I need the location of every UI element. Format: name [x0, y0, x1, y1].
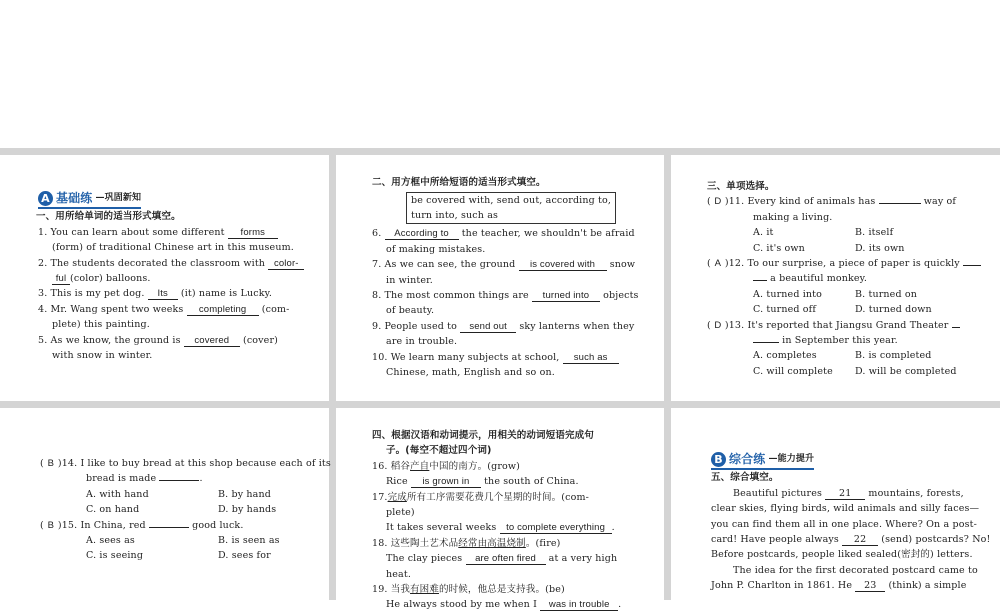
badge-letter: A — [38, 191, 53, 206]
passage-line: card! Have people always 22 (send) postcards? No! — [711, 534, 991, 546]
column-gap-1 — [329, 148, 336, 600]
answer-blank: send out — [460, 321, 516, 333]
answer-blank: such as — [563, 352, 619, 364]
question-8: 8. The most common things are turned into objects — [372, 290, 639, 302]
section-heading: 三、单项选择。 — [707, 181, 775, 192]
question-6: 6. According to the teacher, we shouldn't be afraid — [372, 228, 635, 240]
phrase-box: be covered with, send out, according to, turn into, such as — [406, 192, 616, 224]
question-16-zh: 16. 稻谷产自中国的南方。(grow) — [372, 460, 521, 472]
question-1: 1. You can learn about some different forms — [38, 225, 323, 240]
section-badge-b — [711, 452, 814, 470]
question-11: ( D )11. Every kind of animals has way of — [707, 196, 957, 208]
question-17: It takes several weeks to complete everything . — [386, 522, 615, 534]
answer-blank: ful — [52, 273, 70, 285]
passage-line: clear skies, flying birds, wild animals and silly faces— — [711, 503, 980, 515]
question-17-zh: 17.完成所有工序需要花费几个星期的时间。(com- — [372, 491, 589, 503]
column-gap-2 — [664, 148, 671, 600]
question-18: The clay pieces are often fired at a very high — [386, 553, 618, 565]
choice-answer: B — [47, 519, 55, 531]
answer-blank: is grown in — [411, 476, 481, 488]
question-7: 7. As we can see, the ground is covered with snow — [372, 259, 636, 271]
section-heading: 四、根据汉语和动词提示，用相关的动词短语完成句 — [372, 430, 594, 441]
answer-blank: Its — [148, 288, 178, 300]
section-heading: 二、用方框中所给短语的适当形式填空。 — [372, 177, 546, 188]
answer-blank: turned into — [532, 290, 600, 302]
section-heading: 一、用所给单词的适当形式填空。 — [36, 211, 181, 223]
section-badge-a — [38, 191, 141, 209]
answer-blank: color- — [268, 258, 304, 270]
answer-blank: is covered with — [519, 259, 607, 271]
answer-blank: forms — [228, 227, 278, 239]
passage-line: The idea for the first decorated postcard came to — [733, 564, 978, 576]
question-19: He always stood by me when I was in trouble . — [386, 599, 622, 611]
question-2: 2. The students decorated the classroom with color- — [38, 256, 323, 271]
answer-blank: completing — [187, 304, 259, 316]
question-4: 4. Mr. Wang spent two weeks completing (com- — [38, 303, 290, 315]
section-heading: 五、综合填空。 — [711, 472, 779, 484]
panel-phrase-completion: 四、根据汉语和动词提示，用相关的动词短语完成句 子。(每空不超过四个词) 16. 稻谷产自中国的南方。(grow) Rice is grown in the south of China. 17.完成所有工序需要花费几个星期的时间。(com- plete) It takes several weeks to complete everything . 18. 这些陶土艺术品经常由高温烧制。(fire) The clay pieces are often fired at a very high heat. 19. 当我有困难的时候，他总是支持我。(be) He always stood by me when I was in trouble . — [336, 408, 664, 600]
panel-basic-practice: A 基础练 —巩固新知 一、用所给单词的适当形式填空。 1. You can learn about some different forms (form) of traditional Chinese art in this museum. 2. The students decorated the classroom with color- ful (color) balloons. 3. This is my pet dog. Its (it) name is Lucky. 4. Mr. Wang spent two weeks completing (com- plete) this painting. 5. As we know, the ground is covered (cover) with snow in winter. — [0, 155, 329, 401]
badge-subtitle: —能力提升 — [768, 454, 815, 464]
passage-line: you can find them all in one place. Where? On a post- — [711, 518, 977, 530]
choice-answer: A — [714, 258, 722, 270]
question-12: ( A )12. To our surprise, a piece of paper is quickly — [707, 256, 997, 271]
passage-line: John P. Charlton in 1861. He 23 (think) a simple — [711, 580, 967, 592]
question-3: 3. This is my pet dog. Its (it) name is Lucky. — [38, 288, 273, 300]
question-9: 9. People used to send out sky lanterns when they — [372, 320, 635, 332]
answer-blank: According to — [385, 228, 459, 240]
panel-single-choice: 三、单项选择。 ( D )11. Every kind of animals has way of making a living. A. it B. itself C. it's own D. its own ( A )12. To our surprise, a piece of paper is quickly a beautiful monkey. A. turned into B. turned on C. turned off D. turned down ( D )13. It's reported that Jiangsu Grand Theater in September this year. A. completes B. is completed C. will complete D. will be completed — [671, 155, 1000, 401]
choice-answer: D — [714, 319, 722, 331]
passage-line: Before postcards, people liked sealed(密封的) letters. — [711, 549, 973, 561]
answer-blank: are often fired — [466, 553, 546, 565]
answer-blank: 23 — [855, 580, 885, 592]
question-16: Rice is grown in the south of China. — [386, 476, 579, 488]
question-15: ( B )15. In China, red good luck. — [40, 519, 244, 531]
question-14: ( B )14. I like to buy bread at this shop because each of its — [40, 458, 331, 469]
question-10: 10. We learn many subjects at school, such as — [372, 350, 660, 365]
question-5: 5. As we know, the ground is covered (cover) — [38, 334, 279, 346]
answer-blank: covered — [184, 335, 240, 347]
answer-blank: to complete everything — [500, 522, 612, 534]
badge-subtitle: —巩固新知 — [95, 193, 142, 203]
choice-answer: D — [714, 196, 722, 208]
passage-line: Beautiful pictures 21 mountains, forests, — [733, 487, 964, 499]
panel-single-choice-cont: ( B )14. I like to buy bread at this shop because each of its bread is made . A. with hand B. by hand C. on hand D. by hands ( B )15. In China, red good luck. A. sees as B. is seen as C. is seeing D. sees for — [0, 408, 329, 600]
question-18-zh: 18. 这些陶土艺术品经常由高温烧制。(fire) — [372, 537, 561, 549]
divider-band-middle — [0, 401, 1000, 408]
choice-answer: B — [47, 458, 55, 469]
badge-title: 综合练 — [729, 452, 766, 466]
question-13: ( D )13. It's reported that Jiangsu Grand Theater — [707, 318, 997, 333]
panel-comprehensive — [671, 408, 1000, 600]
divider-band-top — [0, 148, 1000, 155]
badge-letter: B — [711, 452, 726, 467]
panel-phrase-fill: 二、用方框中所给短语的适当形式填空。 be covered with, send out, according to, turn into, such as 6. According to the teacher, we shouldn't be afraid of making mistakes. 7. As we can see, the ground is covered with snow in winter. 8. The most common things are turned into objects of beauty. 9. People used to send out sky lanterns when they are in trouble. 10. We learn many subjects at school, such as Chinese, math, English and so on. — [336, 155, 664, 401]
answer-blank: was in trouble — [540, 599, 618, 611]
answer-blank: 21 — [825, 488, 865, 500]
question-19-zh: 19. 当我有困难的时候，他总是支持我。(be) — [372, 584, 565, 596]
badge-title: 基础练 — [56, 191, 93, 205]
answer-blank: 22 — [842, 534, 878, 546]
